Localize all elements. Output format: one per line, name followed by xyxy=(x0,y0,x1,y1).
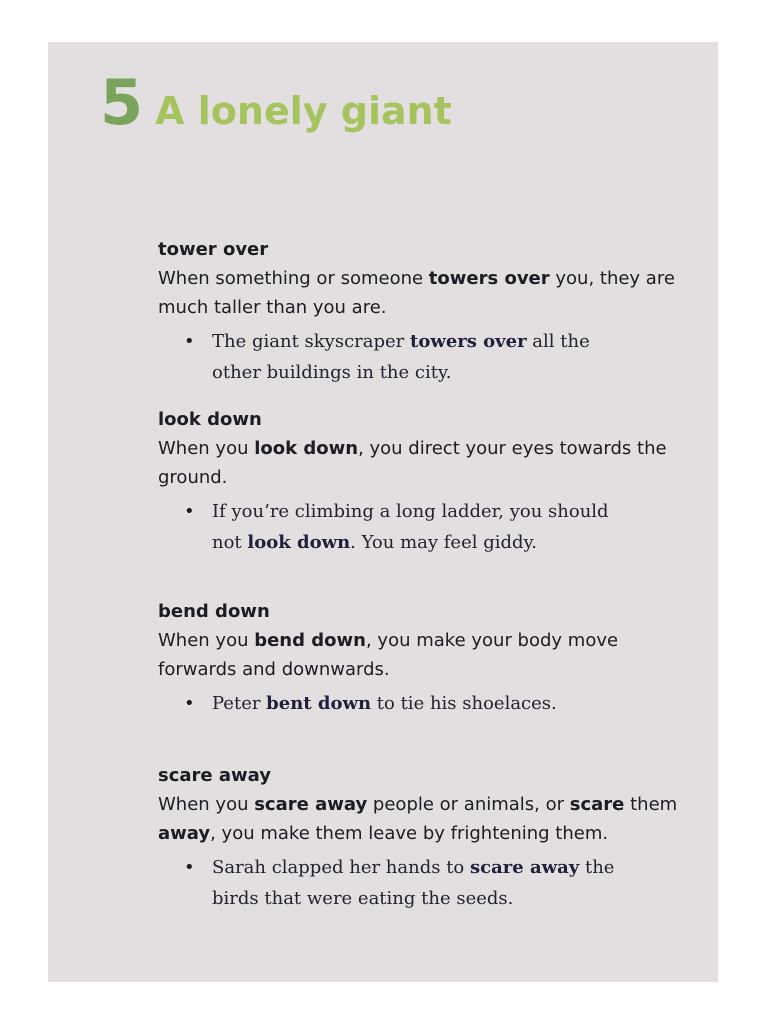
vocab-example xyxy=(184,326,642,388)
vocab-term: bend down xyxy=(158,601,270,622)
key-phrase: bent down xyxy=(266,693,372,714)
chapter-heading xyxy=(100,66,452,139)
vocab-entry xyxy=(158,600,678,719)
chapter-number: 5 xyxy=(100,66,144,139)
key-phrase: scare away xyxy=(254,794,368,815)
key-phrase: scare xyxy=(569,794,625,815)
vocab-example-text xyxy=(212,857,614,909)
key-phrase: scare away xyxy=(470,857,580,878)
bullet-icon: • xyxy=(184,693,195,714)
textbook-page xyxy=(48,42,718,982)
bullet-icon: • xyxy=(184,501,195,522)
text-run: If you’re climbing a long ladder, you should not xyxy=(212,501,609,553)
vocab-entry xyxy=(158,764,678,914)
text-run: The giant skyscraper xyxy=(212,331,410,352)
vocab-entry xyxy=(158,238,678,388)
text-run: When you xyxy=(158,794,255,815)
text-run: them xyxy=(624,794,678,815)
key-phrase: towers over xyxy=(410,331,527,352)
key-phrase: look down xyxy=(254,438,359,459)
text-run: When something or someone xyxy=(158,268,429,289)
text-run: , you direct your eyes towards the ground. xyxy=(158,438,667,488)
vocab-term: look down xyxy=(158,409,262,430)
text-run: to tie his shoelaces. xyxy=(371,693,557,714)
vocab-example-text xyxy=(212,331,590,383)
vocab-example xyxy=(184,688,642,719)
vocab-example-text xyxy=(212,501,609,553)
text-run: the birds that were eating the seeds. xyxy=(212,857,615,909)
vocab-entry xyxy=(158,408,678,558)
text-run: all the other buildings in the city. xyxy=(212,331,590,383)
text-run: When you xyxy=(158,438,255,459)
text-run: , you make them leave by frightening them. xyxy=(210,823,609,844)
vocab-term: tower over xyxy=(158,239,269,260)
text-run: When you xyxy=(158,630,255,651)
vocab-example xyxy=(184,496,642,558)
vocab-definition xyxy=(158,264,678,322)
bullet-icon: • xyxy=(184,331,195,352)
key-phrase: look down xyxy=(247,532,351,553)
text-run: Peter xyxy=(212,693,267,714)
text-run: you, they are much taller than you are. xyxy=(158,268,675,318)
vocab-definition xyxy=(158,434,678,492)
chapter-title: A lonely giant xyxy=(155,89,452,133)
text-run: . You may feel giddy. xyxy=(350,532,538,553)
vocab-definition xyxy=(158,790,678,848)
key-phrase: away xyxy=(158,823,211,844)
bullet-icon: • xyxy=(184,857,195,878)
vocab-term: scare away xyxy=(158,765,271,786)
text-run: people or animals, or xyxy=(367,794,570,815)
vocab-example-text xyxy=(212,693,557,714)
vocab-example xyxy=(184,852,642,914)
key-phrase: towers over xyxy=(428,268,550,289)
vocab-definition xyxy=(158,626,678,684)
text-run: , you make your body move forwards and downwards. xyxy=(158,630,619,680)
text-run: Sarah clapped her hands to xyxy=(212,857,470,878)
key-phrase: bend down xyxy=(254,630,366,651)
